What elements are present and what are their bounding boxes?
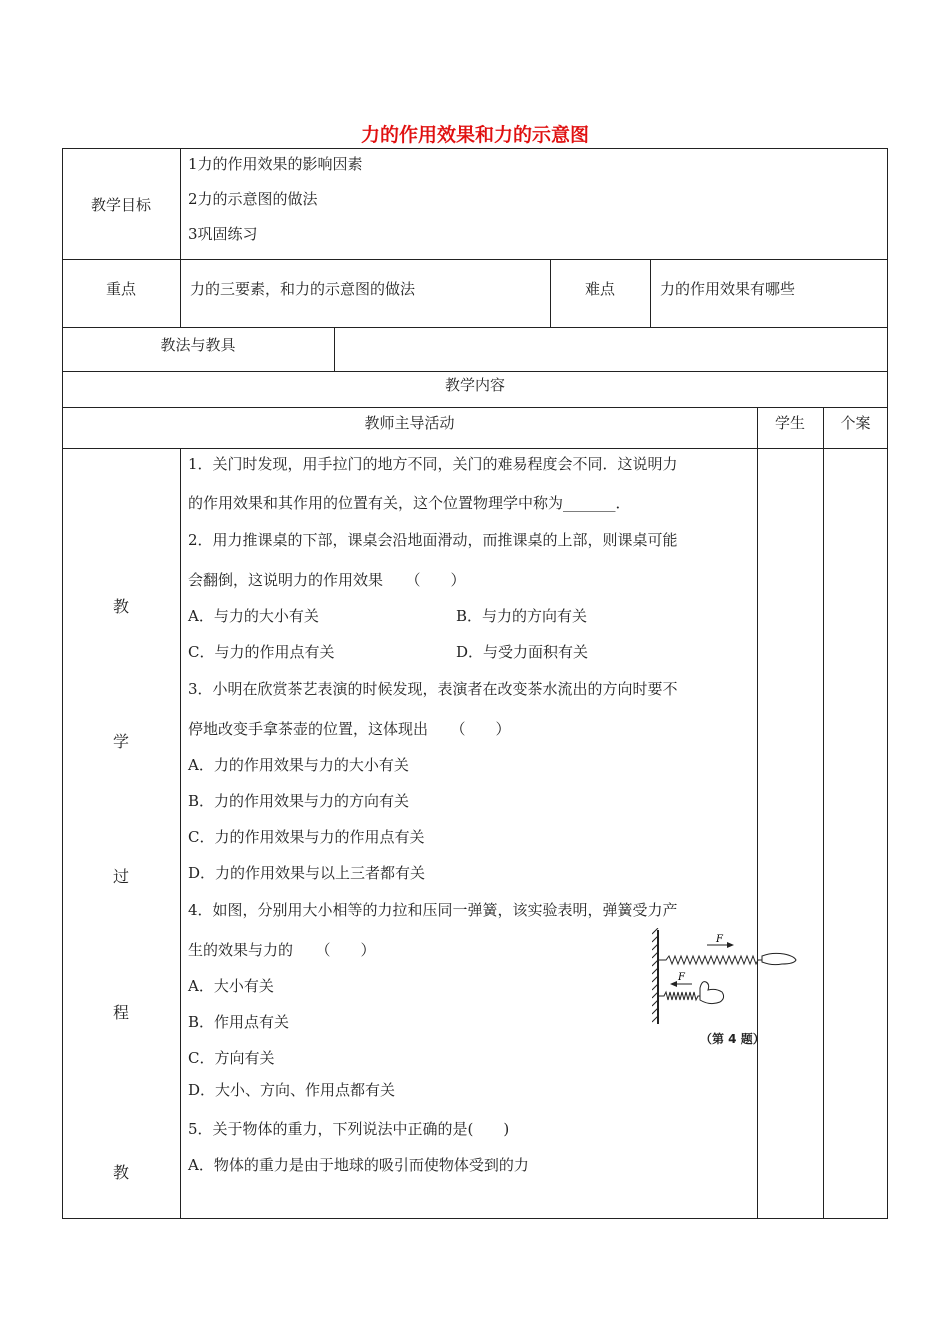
question-3-option: A．力的作用效果与力的大小有关 bbox=[188, 756, 409, 774]
methods-label: 教法与教具 bbox=[160, 336, 236, 354]
col-divider bbox=[180, 448, 181, 1219]
row-divider bbox=[62, 407, 888, 408]
force-label: F bbox=[678, 972, 685, 983]
col-divider bbox=[823, 407, 824, 1219]
question-2-option: C．与力的作用点有关 bbox=[188, 643, 335, 661]
question-3-line: 停地改变手拿茶壶的位置，这体现出 （ ） bbox=[188, 720, 511, 738]
col-divider bbox=[757, 407, 758, 1219]
col-divider bbox=[650, 259, 651, 327]
side-label: 教 bbox=[112, 597, 129, 616]
individual-header: 个案 bbox=[840, 414, 871, 432]
question-2-line: 会翻倒，这说明力的作用效果 （ ） bbox=[188, 571, 466, 589]
question-4-line: 4．如图，分别用大小相等的力拉和压同一弹簧，该实验表明，弹簧受力产 bbox=[188, 901, 678, 919]
question-3-line: 3．小明在欣赏茶艺表演的时候发现，表演者在改变茶水流出的方向时要不 bbox=[188, 680, 678, 698]
question-5-option: A．物体的重力是由于地球的吸引而使物体受到的力 bbox=[188, 1156, 529, 1174]
row-divider bbox=[62, 327, 888, 328]
key-points-label: 重点 bbox=[105, 280, 136, 298]
question-4-option: B．作用点有关 bbox=[188, 1013, 290, 1031]
figure-caption: （第 4 题） bbox=[700, 1032, 765, 1046]
row-divider bbox=[62, 448, 888, 449]
question-1-line: 1．关门时发现，用手拉门的地方不同，关门的难易程度会不同．这说明力 bbox=[188, 455, 678, 473]
difficulty-label: 难点 bbox=[584, 280, 615, 298]
col-divider bbox=[334, 327, 335, 371]
objective-item: 2力的示意图的做法 bbox=[188, 190, 318, 208]
question-3-option: D．力的作用效果与以上三者都有关 bbox=[188, 864, 426, 882]
question-2-option: D．与受力面积有关 bbox=[456, 643, 589, 661]
objective-item: 1力的作用效果的影响因素 bbox=[188, 155, 363, 173]
objective-item: 3巩固练习 bbox=[188, 225, 258, 243]
difficulty-value: 力的作用效果有哪些 bbox=[660, 280, 796, 298]
question-3-option: C．力的作用效果与力的作用点有关 bbox=[188, 828, 425, 846]
question-5-line: 5．关于物体的重力，下列说法中正确的是( ) bbox=[188, 1120, 510, 1138]
force-label: F bbox=[716, 934, 723, 945]
question-3-option: B．力的作用效果与力的方向有关 bbox=[188, 792, 410, 810]
page-title: 力的作用效果和力的示意图 bbox=[360, 124, 589, 146]
question-2-line: 2．用力推课桌的下部，课桌会沿地面滑动，而推课桌的上部，则课桌可能 bbox=[188, 531, 678, 549]
side-label: 程 bbox=[112, 1003, 129, 1022]
question-2-option: A．与力的大小有关 bbox=[188, 607, 319, 625]
question-4-line: 生的效果与力的 （ ） bbox=[188, 941, 376, 959]
student-header: 学生 bbox=[774, 414, 805, 432]
side-label: 教 bbox=[112, 1163, 129, 1182]
question-2-option: B．与力的方向有关 bbox=[456, 607, 588, 625]
question-1-line: 的作用效果和其作用的位置有关，这个位置物理学中称为_______． bbox=[188, 494, 631, 512]
col-divider bbox=[180, 148, 181, 327]
question-4-option: C．方向有关 bbox=[188, 1049, 275, 1067]
teacher-activity-header: 教师主导活动 bbox=[364, 414, 455, 432]
question-4-option: A．大小有关 bbox=[188, 977, 274, 995]
side-label: 过 bbox=[112, 867, 129, 886]
key-points-value: 力的三要素，和力的示意图的做法 bbox=[190, 280, 416, 298]
side-label: 学 bbox=[112, 732, 129, 751]
objectives-label: 教学目标 bbox=[90, 196, 151, 214]
row-divider bbox=[62, 259, 888, 260]
content-header: 教学内容 bbox=[444, 376, 505, 394]
question-4-option: D．大小、方向、作用点都有关 bbox=[188, 1081, 396, 1099]
row-divider bbox=[62, 371, 888, 372]
